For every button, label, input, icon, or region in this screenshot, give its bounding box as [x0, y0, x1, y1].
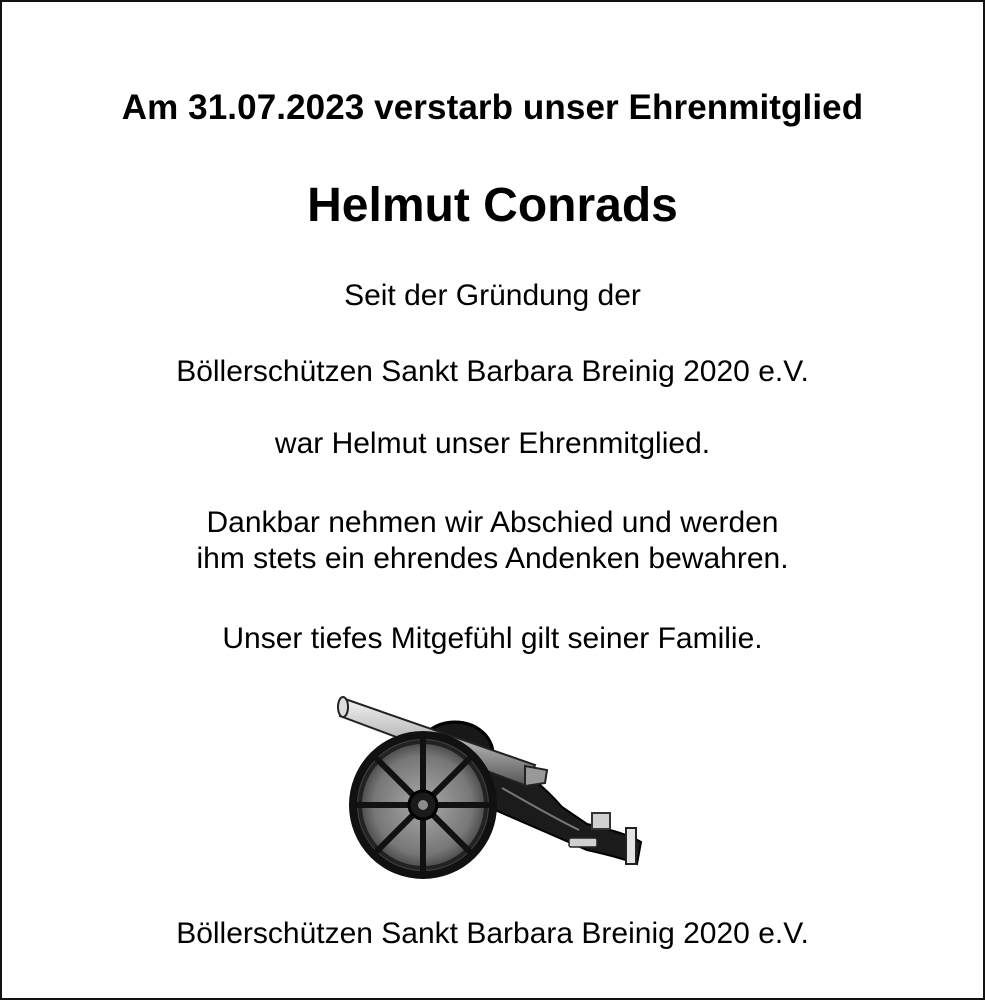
condolence-text: Unser tiefes Mitgefühl gilt seiner Familie. — [222, 622, 763, 655]
farewell-line-1: Dankbar nehmen wir Abschied und werden — [206, 506, 779, 539]
farewell-line-2: ihm stets ein ehrendes Andenken bewahren. — [196, 542, 789, 575]
club-name: Böllerschützen Sankt Barbara Breinig 2020 e.V. — [176, 355, 809, 388]
paragraph-founding: Seit der Gründung der — [344, 279, 641, 312]
headline: Am 31.07.2023 verstarb unser Ehrenmitglied — [121, 88, 864, 127]
farewell-paragraph — [2, 505, 983, 577]
cannon-icon — [337, 692, 652, 882]
honorary-member-text: war Helmut unser Ehrenmitglied. — [274, 427, 711, 460]
deceased-name: Helmut Conrads — [307, 179, 678, 232]
club-signature: Böllerschützen Sankt Barbara Breinig 2020 e.V. — [176, 917, 809, 950]
